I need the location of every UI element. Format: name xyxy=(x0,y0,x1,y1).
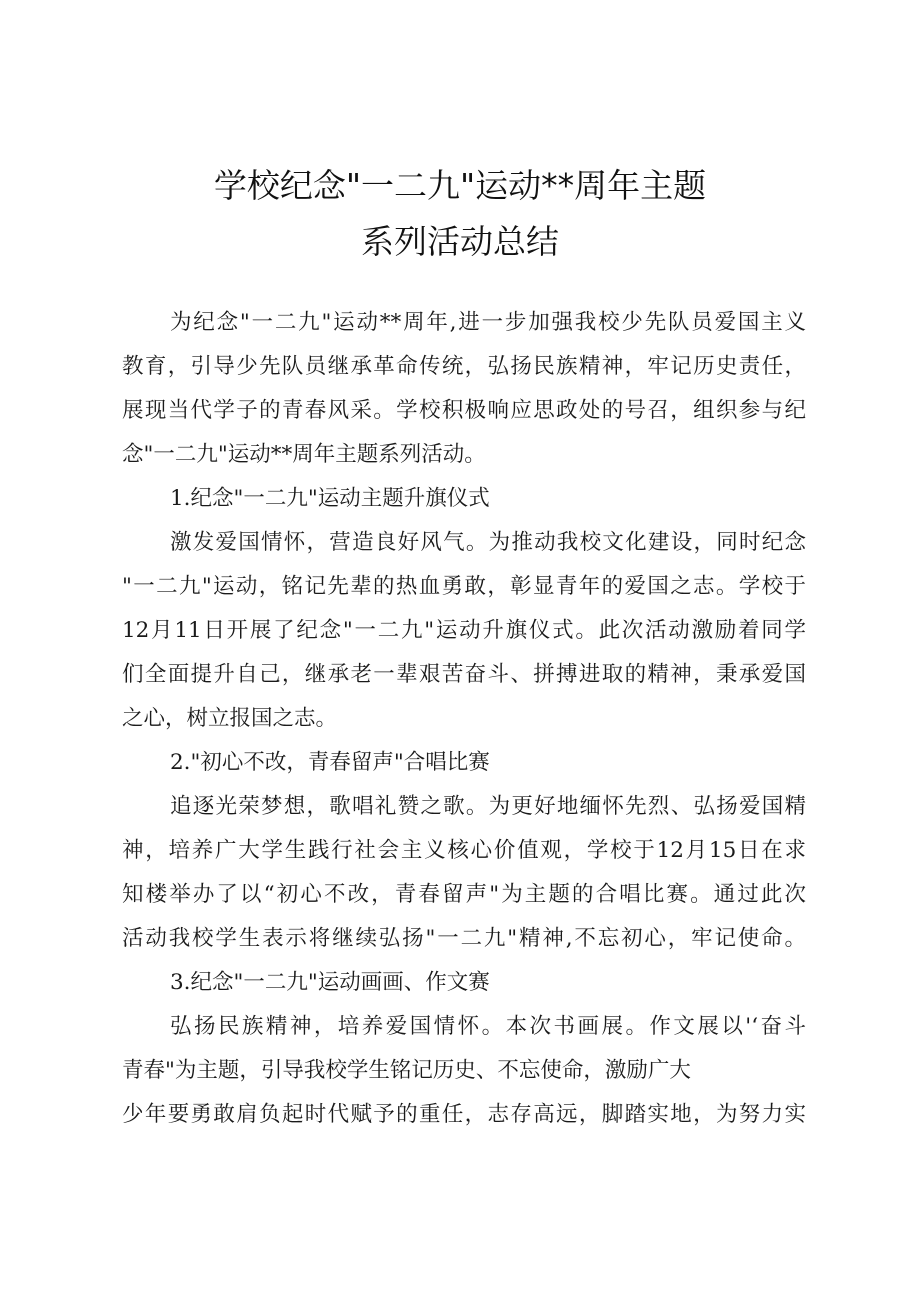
section-heading: 1.纪念"一二九"运动主题升旗仪式 xyxy=(170,486,490,511)
paragraph-line: 为纪念"一二九"运动**周年,进一步加强我校少先队员爱国主义 xyxy=(170,310,806,335)
paragraph-line: 青春"为主题，引导我校学生铭记历史、不忘使命，激励广大 xyxy=(122,1058,691,1083)
paragraph-line: "一二九"运动，铭记先辈的热血勇敢，彰显青年的爱国之志。学校于 xyxy=(122,574,806,599)
paragraph-line: 展现当代学子的青春风采。学校积极响应思政处的号召，组织参与纪 xyxy=(122,398,806,423)
paragraph-line: 激发爱国情怀，营造良好风气。为推动我校文化建设，同时纪念 xyxy=(170,530,806,555)
section-heading: 2."初心不改，青春留声"合唱比赛 xyxy=(170,750,490,775)
paragraph-line: 活动我校学生表示将继续弘扬"一二九"精神,不忘初心，牢记使命。 xyxy=(122,926,806,951)
paragraph-line: 教育，引导少先队员继承革命传统，弘扬民族精神，牢记历史责任， xyxy=(122,354,806,379)
paragraph-line: 神，培养广大学生践行社会主义核心价值观，学校于12月15日在求 xyxy=(122,838,806,863)
paragraph-line: 之心，树立报国之志。 xyxy=(122,706,338,731)
paragraph-line: 弘扬民族精神，培养爱国情怀。本次书画展。作文展以'‘奋斗 xyxy=(170,1014,806,1039)
paragraph-line: 们全面提升自己，继承老一辈艰苦奋斗、拼搏进取的精神，秉承爱国 xyxy=(122,662,806,687)
document-title-line-2: 系列活动总结 xyxy=(361,222,559,261)
paragraph-line: 念"一二九"运动**周年主题系列活动。 xyxy=(122,442,486,467)
paragraph-line: 知楼举办了以“初心不改，青春留声"为主题的合唱比赛。通过此次 xyxy=(122,882,806,907)
paragraph-line: 12月11日开展了纪念"一二九"运动升旗仪式。此次活动激励着同学 xyxy=(122,618,806,643)
paragraph-line: 追逐光荣梦想，歌唱礼赞之歌。为更好地缅怀先烈、弘扬爱国精 xyxy=(170,794,806,819)
document-title-line-1: 学校纪念"一二九"运动**周年主题 xyxy=(213,166,707,205)
section-heading: 3.纪念"一二九"运动画画、作文赛 xyxy=(170,970,490,995)
paragraph-line: 少年要勇敢肩负起时代赋予的重任，志存高远，脚踏实地，为努力实 xyxy=(122,1102,806,1127)
